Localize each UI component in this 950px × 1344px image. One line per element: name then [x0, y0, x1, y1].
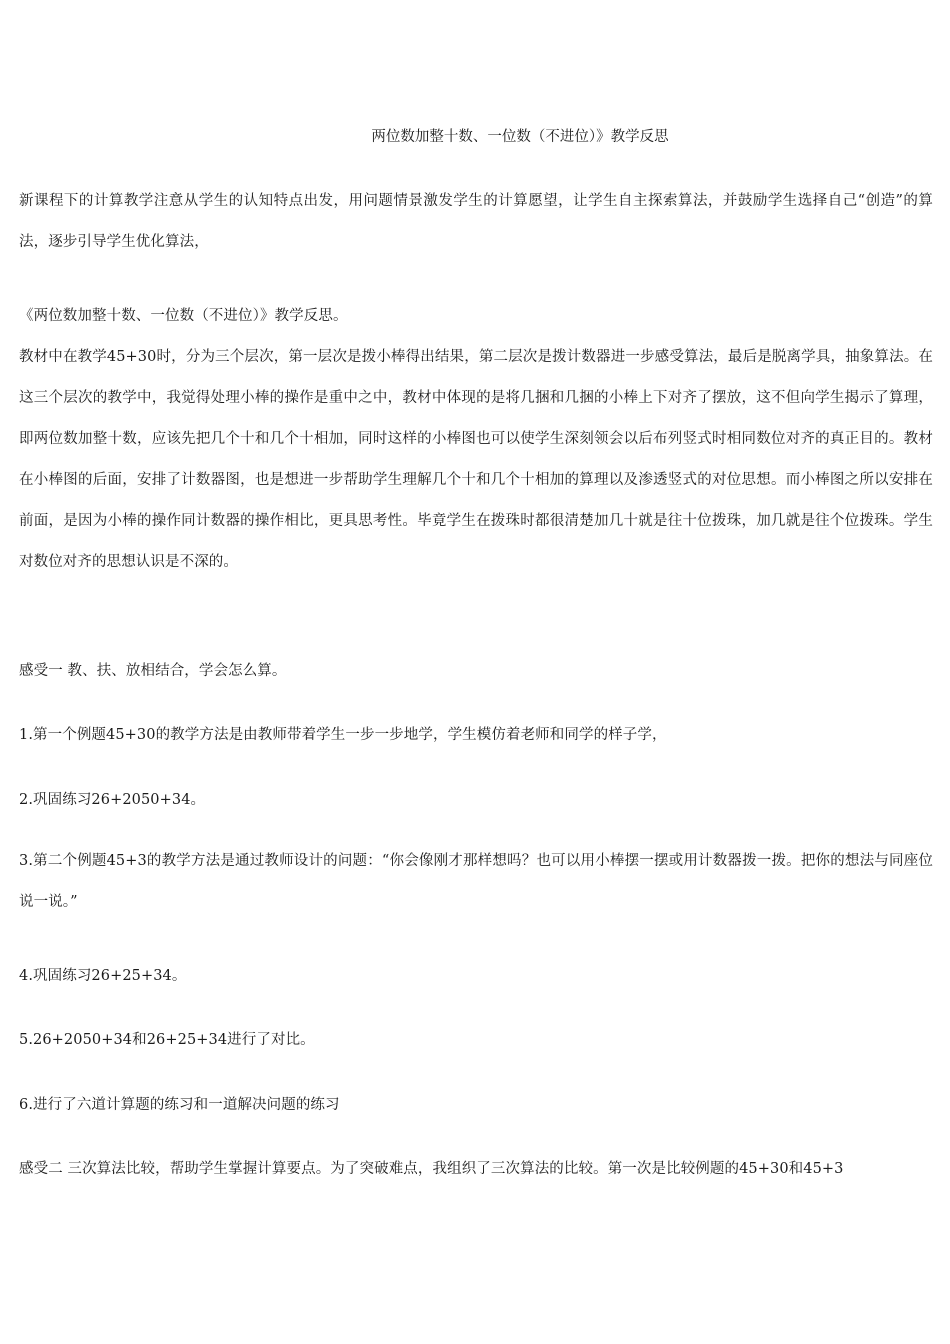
document-title: 两位数加整十数、一位数（不进位）》教学反思: [371, 129, 669, 145]
list-item-5: 5.26+2050+34和26+25+34进行了对比。: [19, 1032, 315, 1048]
list-item-3: 3.第二个例题45+3的教学方法是通过教师设计的问题：“你会像刚才那样想吗？也可以用小棒摆一摆或用计数器拨一拨。把你的想法与同座位说一说。”: [19, 853, 933, 910]
intro-paragraph: 新课程下的计算教学注意从学生的认知特点出发，用问题情景激发学生的计算愿望，让学生自主探索算法，并鼓励学生选择自己“创造”的算法，逐步引导学生优化算法，: [19, 193, 933, 250]
subtitle-line: 《两位数加整十数、一位数（不进位）》教学反思。: [19, 308, 348, 324]
list-item-2: 2.巩固练习26+2050+34。: [19, 792, 206, 808]
feeling-one-heading: 感受一 教、扶、放相结合，学会怎么算。: [19, 663, 287, 679]
list-item-4: 4.巩固练习26+25+34。: [19, 968, 187, 984]
list-item-6: 6.进行了六道计算题的练习和一道解决问题的练习: [19, 1097, 340, 1113]
list-item-1: 1.第一个例题45+30的教学方法是由教师带着学生一步一步地学，学生模仿着老师和同学的样子学，: [19, 727, 667, 743]
feeling-two-paragraph: 感受二 三次算法比较，帮助学生掌握计算要点。为了突破难点，我组织了三次算法的比较。第一次是比较例题的45+30和45+3: [19, 1161, 844, 1177]
body-paragraph: 教材中在教学45+30时，分为三个层次，第一层次是拨小棒得出结果，第二层次是拨计数器进一步感受算法，最后是脱离学具，抽象算法。在这三个层次的教学中，我觉得处理小棒的操作是重中之中，教材中体现的是将几捆和几捆的小棒上下对齐了摆放，这不但向学生揭示了算理，即两位数加整十数，应该先把几个十和几个十相加，同时这样的小棒图也可以使学生深刻领会以后布列竖式时相同数位对齐的真正目的。教材在小棒图的后面，安排了计数器图，也是想进一步帮助学生理解几个十和几个十相加的算理以及渗透竖式的对位思想。而小棒图之所以安排在前面，是因为小棒的操作同计数器的操作相比，更具思考性。毕竟学生在拨珠时都很清楚加几十就是往十位拨珠，加几就是往个位拨珠。学生对数位对齐的思想认识是不深的。: [19, 349, 933, 570]
